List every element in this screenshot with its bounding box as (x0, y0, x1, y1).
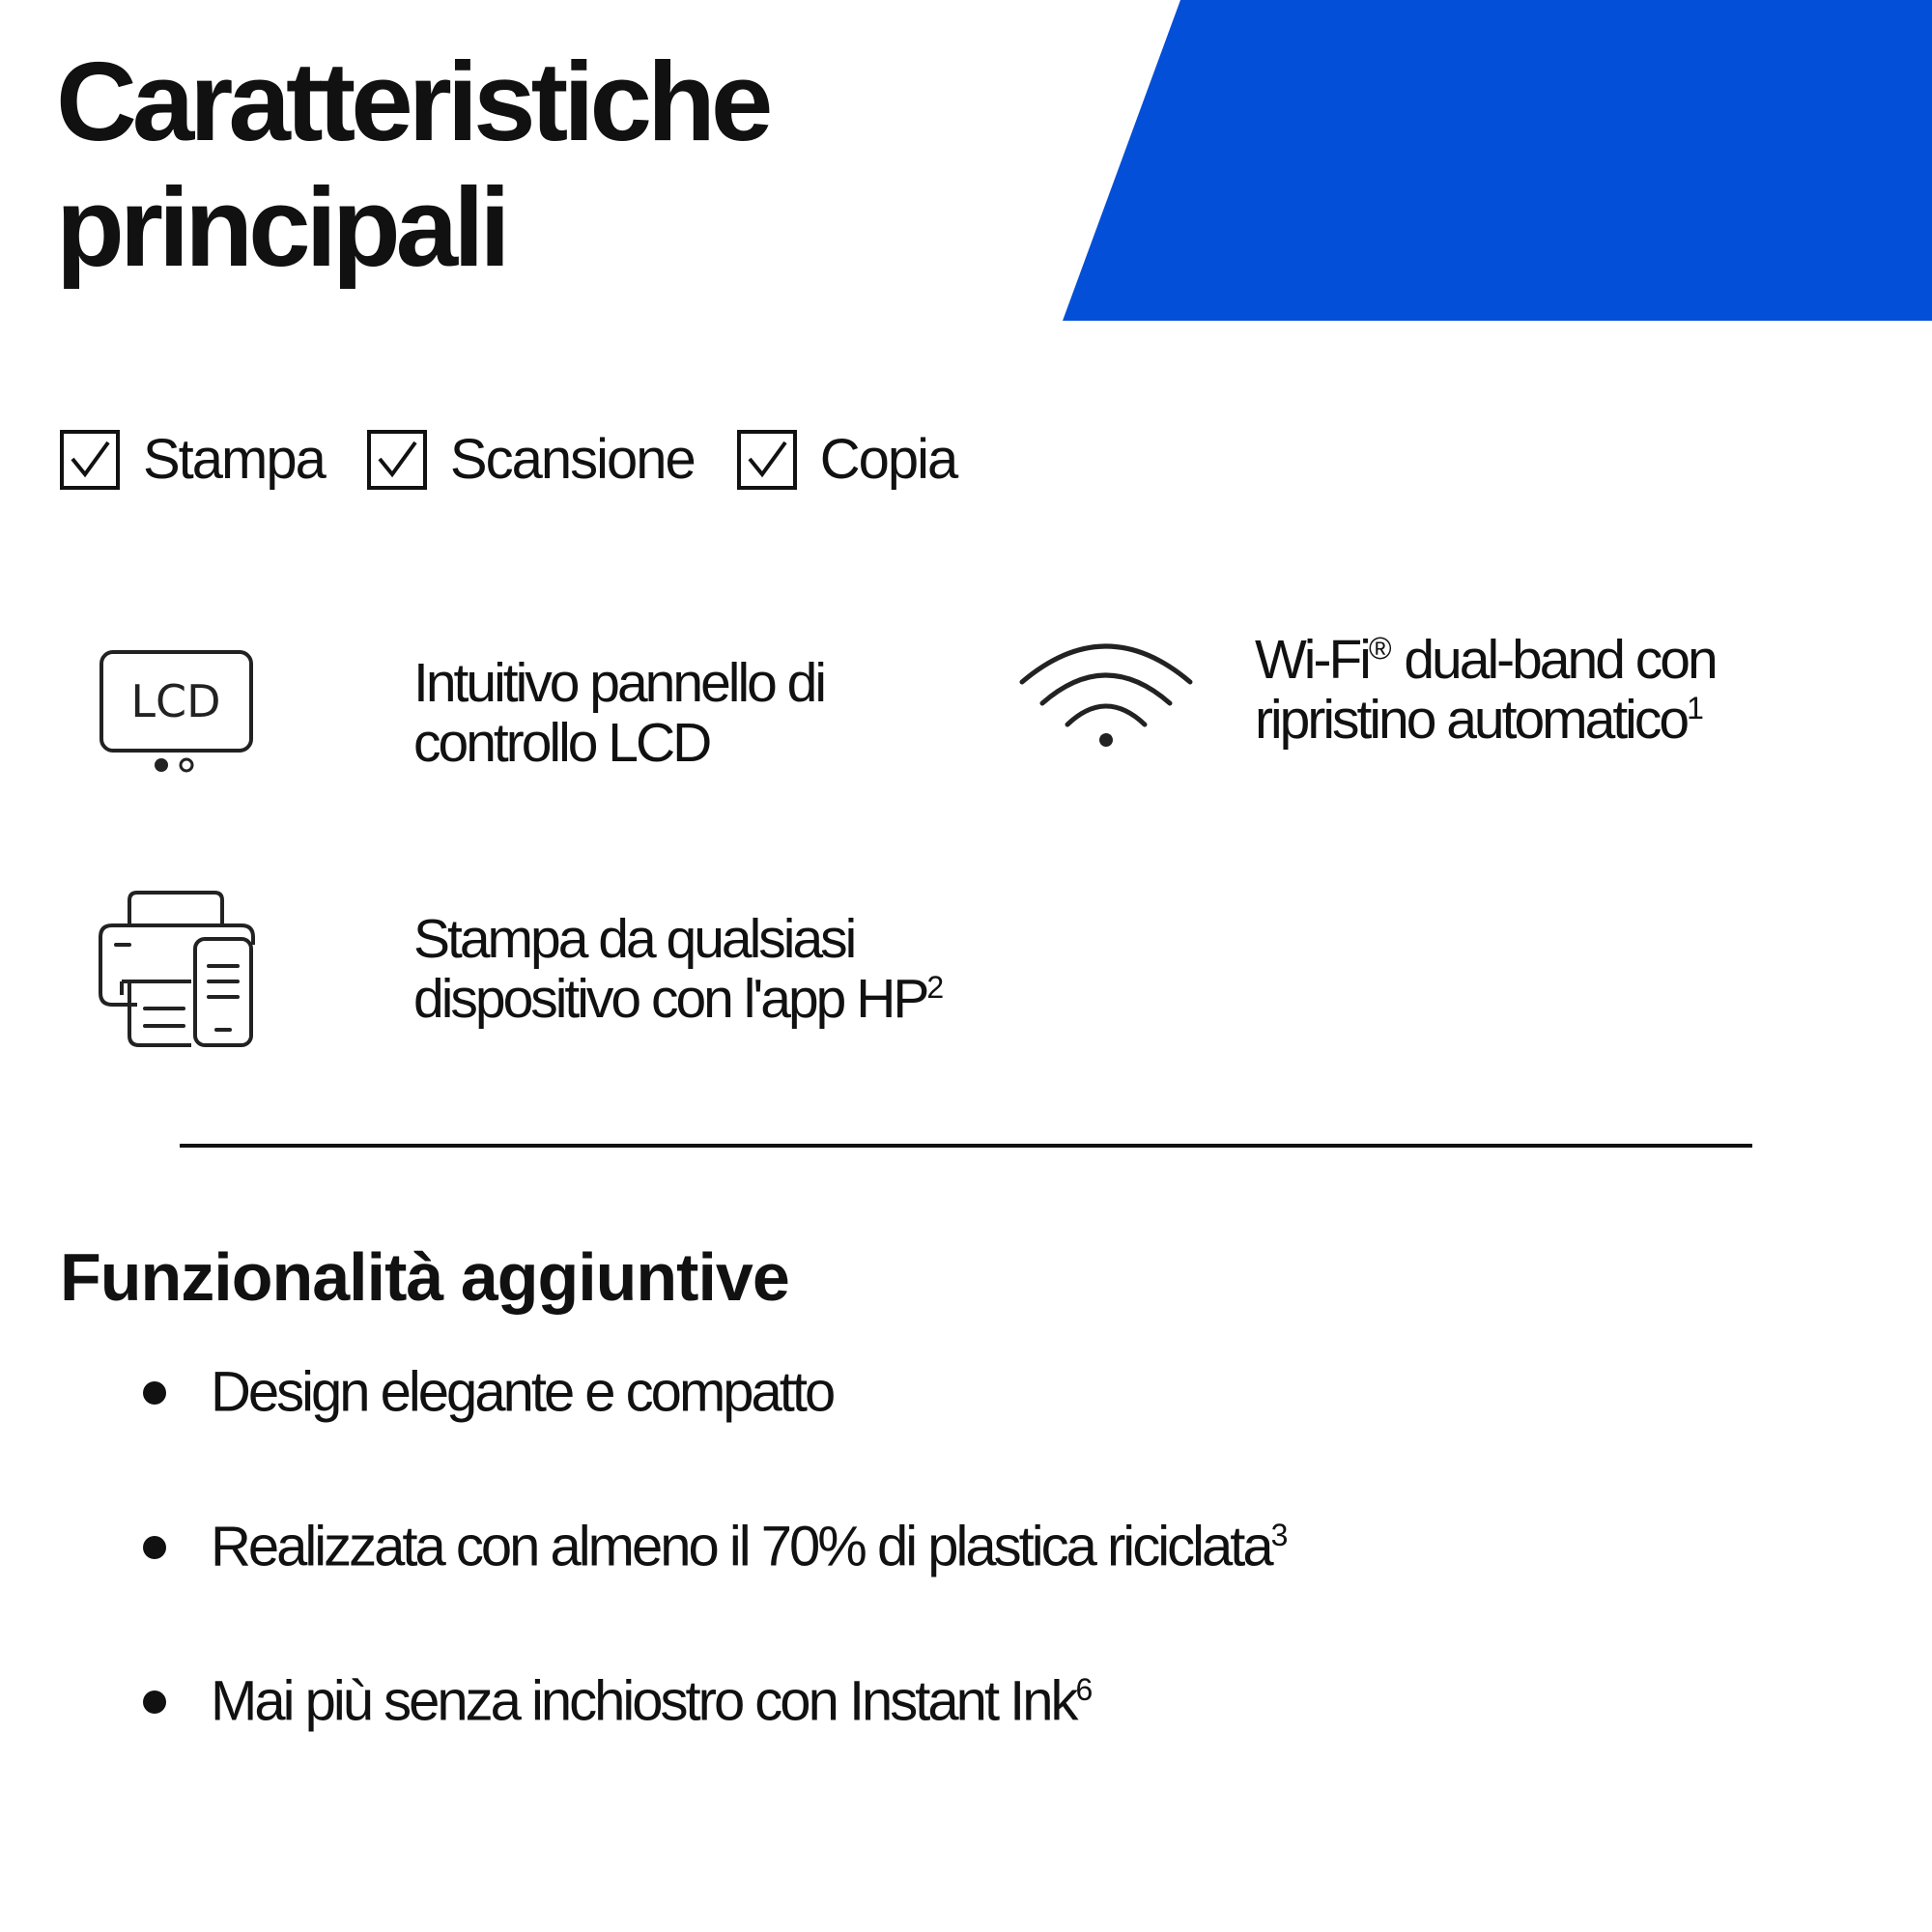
bullet-icon (143, 1381, 166, 1405)
check-item-copia (737, 427, 957, 493)
footnote-marker: 1 (1687, 691, 1704, 725)
wifi-line-2-text: ripristino automatico (1255, 689, 1688, 751)
print-line-2-text: dispositivo con l'app HP (413, 968, 927, 1030)
list-item-text (211, 1651, 1093, 1740)
check-item-stampa (60, 427, 325, 493)
list-item-label: Realizzata con almeno il 70% di plastica riciclata (211, 1515, 1271, 1578)
additional-features-list (143, 1348, 1288, 1811)
check-label: Copia (819, 428, 957, 491)
footnote-marker: 2 (926, 970, 945, 1005)
footnote-marker: 6 (1075, 1671, 1094, 1707)
bullet-icon (143, 1536, 166, 1559)
function-checklist (60, 427, 999, 493)
registered-mark: ® (1368, 631, 1392, 666)
feature-lcd-line-2: controllo LCD (413, 712, 710, 774)
list-item (143, 1657, 1288, 1734)
list-item (143, 1502, 1288, 1579)
feature-lcd-line-1: Intuitivo pannello di (413, 652, 825, 714)
wifi-line-1-rest: dual-band con (1391, 629, 1716, 691)
feature-wifi-text (1255, 630, 1716, 750)
feature-print-line-1: Stampa da qualsiasi (413, 908, 855, 970)
printer-phone-icon (97, 889, 257, 1049)
feature-print-line-2 (413, 969, 944, 1029)
feature-print-anywhere (97, 889, 944, 1049)
checkbox-checked-icon (737, 430, 797, 490)
list-item-text (211, 1496, 1288, 1585)
bullet-icon (143, 1690, 166, 1714)
list-item-label: Design elegante e compatto (211, 1360, 834, 1424)
feature-print-anywhere-text (413, 909, 944, 1029)
page-title (56, 39, 768, 290)
feature-lcd (97, 645, 824, 781)
feature-lcd-text (413, 653, 824, 773)
section-divider (180, 1144, 1752, 1148)
list-item-label: Mai più senza inchiostro con Instant Ink (211, 1669, 1076, 1733)
footnote-marker: 3 (1270, 1517, 1289, 1552)
lcd-icon-text: LCD (130, 675, 221, 727)
check-item-scansione (367, 427, 695, 493)
check-label: Scansione (449, 428, 695, 491)
checkbox-checked-icon (60, 430, 120, 490)
wifi-brand-text: Wi-Fi (1255, 629, 1369, 691)
check-label: Stampa (143, 428, 325, 491)
wifi-icon (1017, 630, 1195, 750)
additional-features-title: Funzionalità aggiuntive (60, 1239, 789, 1315)
page-title-line-2: principali (56, 164, 506, 290)
page-title-line-1: Caratteristiche (56, 39, 769, 164)
feature-wifi-line-1 (1255, 630, 1716, 690)
list-item-text (211, 1342, 833, 1431)
feature-wifi (1017, 630, 1716, 750)
feature-wifi-line-2 (1255, 690, 1716, 750)
checkbox-checked-icon (367, 430, 427, 490)
list-item (143, 1348, 1288, 1425)
lcd-monitor-icon (97, 645, 257, 781)
